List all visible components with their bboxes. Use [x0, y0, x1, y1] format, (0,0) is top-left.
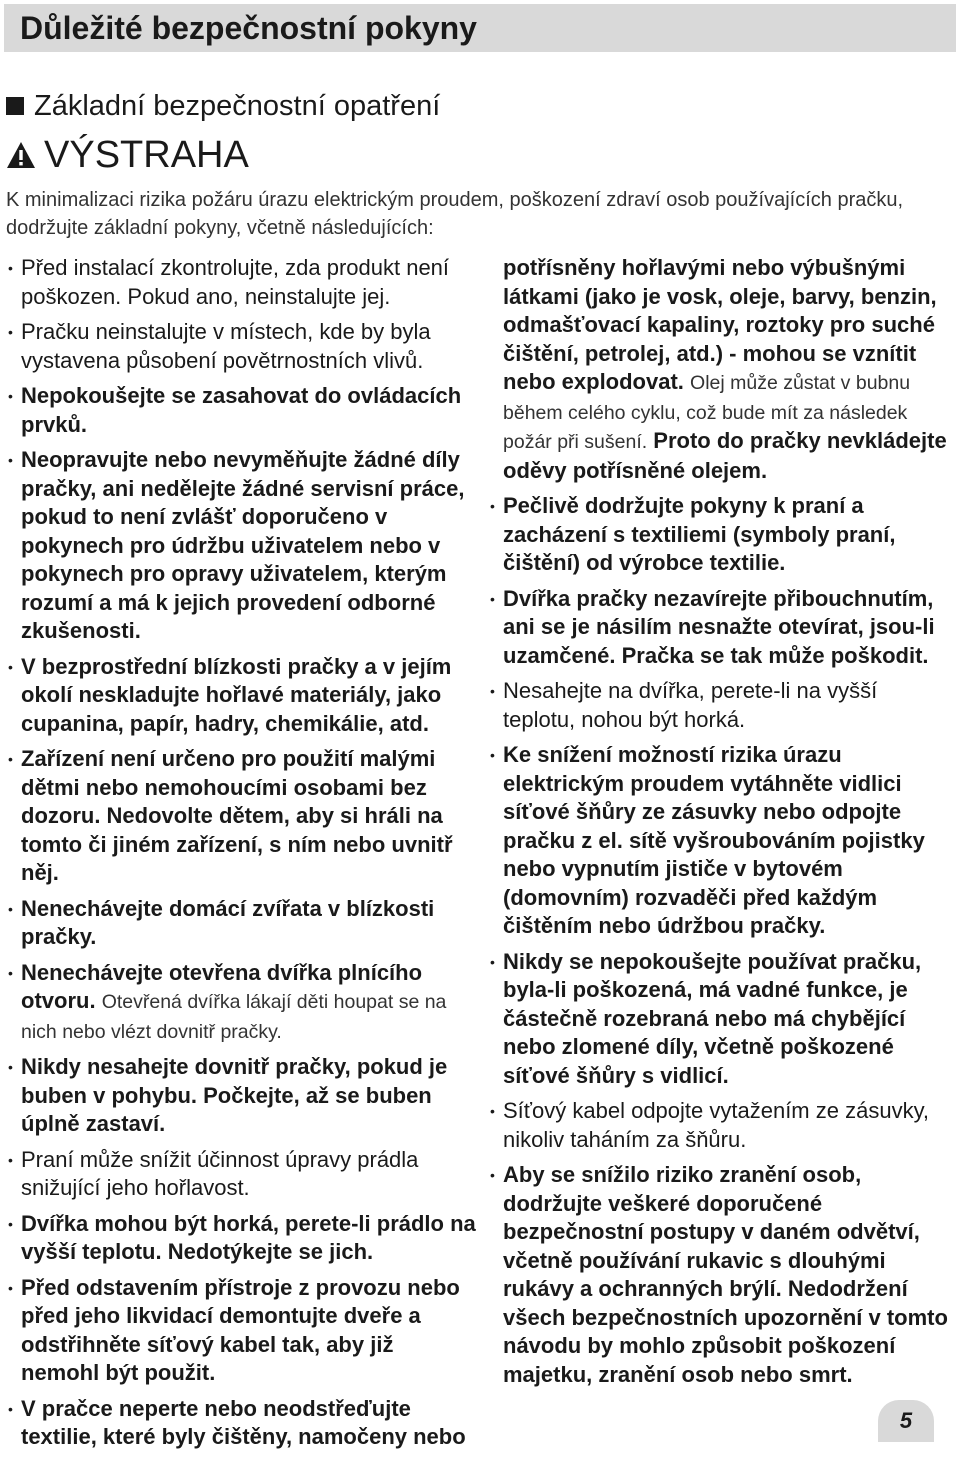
continued-bold-text-2: Proto do pračky nevkládejte oděvy potřísněné olejem.	[503, 428, 947, 483]
bullet-icon: •	[490, 683, 495, 699]
continued-bold-text: potřísněny hořlavými nebo výbušnými látkami (jako je vosk, oleje, barvy, benzin, odmašťovací kapaliny, roztoky pro suché čištění, petrolej, atd.) - mohou se vznítit nebo explodovat.	[503, 255, 937, 394]
list-item	[488, 677, 954, 734]
item-bold-text: Neopravujte nebo nevyměňujte žádné díly pračky, ani nedělejte žádné servisní práce, pokud to není zvlášť doporučeno v pokynech pro údržbu uživatelem nebo v pokynech pro opravy uživatelem, kterým rozumí a má k jejich provedení odborné zkušenosti.	[21, 447, 465, 643]
bullet-icon: •	[490, 1103, 495, 1119]
warning-title: VÝSTRAHA	[44, 133, 249, 176]
item-bold-text: Pečlivě dodržujte pokyny k praní a zacházení s textiliemi (symboly praní, čištění) od výrobce textilie.	[503, 493, 896, 575]
bullet-icon: •	[8, 751, 13, 767]
item-bold-text: Nenechávejte domácí zvířata v blízkosti pračky.	[21, 895, 435, 949]
right-column	[488, 254, 954, 1396]
item-text: Pračku neinstalujte v místech, kde by byla vystavena působení povětrnostních vlivů.	[21, 319, 431, 373]
bullet-icon: •	[8, 1151, 13, 1168]
item-bold-text: Nepokoušejte se zasahovat do ovládacích prvků.	[21, 383, 462, 437]
bullet-icon: •	[8, 658, 13, 675]
warning-header	[6, 130, 249, 180]
list-item	[6, 1053, 476, 1139]
bullet-icon: •	[8, 260, 13, 276]
intro-text: K minimalizaci rizika požáru úrazu elektrickým proudem, poškození zdraví osob používajících pračku, dodržujte základní pokyny, včetně následujících:	[6, 189, 904, 239]
bullet-icon: •	[8, 324, 13, 340]
continued-note-text: Olej může zůstat v bubnu během celého cyklu, což bude mít za následek požár při sušení.	[503, 372, 911, 453]
warning-triangle-icon	[6, 141, 36, 169]
item-bold-text: Nenechávejte otevřena dvířka plnícího otvoru.	[21, 959, 423, 1013]
list-item	[6, 1395, 476, 1452]
bullet-icon: •	[8, 1059, 13, 1075]
item-text: Praní může snížit účinnost úpravy prádla snižující jeho hořlavost.	[21, 1146, 419, 1200]
item-bold-text: Aby se snížilo riziko zranění osob, dodržujte veškeré doporučené bezpečnostní postupy v daném odvětví, včetně používání rukavic s dlouhými rukávy a ochranných brýlí. Nedodržení všech bezpečnostních upozornění v tomto návodu by mohlo způsobit poškození majetku, zranění osob nebo smrt.	[503, 1162, 948, 1387]
bullet-icon: •	[8, 1215, 13, 1232]
list-item	[6, 1274, 476, 1388]
bullet-icon: •	[490, 747, 495, 763]
item-bold-text: Dvířka pračky nezavírejte přibouchnutím, ani se je násilím nesnažte otevírat, jsou-li uzamčené. Pračka se tak může poškodit.	[503, 585, 935, 668]
list-item	[6, 959, 476, 1047]
item-bold-text: Nikdy nesahejte dovnitř pračky, pokud je buben v pohybu. Počkejte, až se buben úplně zastaví.	[21, 1054, 448, 1136]
bullet-icon: •	[8, 1279, 13, 1296]
bullet-icon: •	[8, 1400, 13, 1417]
square-bullet-icon	[6, 97, 24, 115]
item-bold-text: Před odstavením přístroje z provozu nebo před jeho likvidací demontujte dveře a odstřihněte síťový kabel tak, aby již nemohl být použit.	[21, 1274, 460, 1385]
left-column	[6, 254, 476, 1459]
section-title: Základní bezpečnostní opatření	[34, 89, 441, 122]
list-item	[6, 745, 476, 888]
list-item	[488, 948, 954, 1091]
list-item	[6, 895, 476, 952]
item-bold-text: Nikdy se nepokoušejte používat pračku, byla-li poškozená, má vadné funkce, je částečně rozebraná nebo má chybějící nebo zlomené díly, včetně poškozené síťové šňůry s vidlicí.	[503, 948, 922, 1088]
bullet-icon: •	[490, 590, 495, 607]
list-item	[6, 653, 476, 739]
item-text: Síťový kabel odpojte vytažením ze zásuvky, nikoliv taháním za šňůru.	[503, 1098, 930, 1152]
item-bold-text: V pračce neperte nebo neodstřeďujte textilie, které byly čištěny, namočeny nebo	[21, 1395, 466, 1449]
bullet-icon: •	[8, 388, 13, 404]
bullet-icon: •	[8, 964, 13, 981]
bullet-icon: •	[490, 953, 495, 970]
title-bar	[4, 4, 956, 52]
list-item	[6, 318, 476, 375]
list-item	[6, 382, 476, 439]
list-item	[6, 1210, 476, 1267]
item-bold-text: V bezprostřední blízkosti pračky a v jejím okolí neskladujte hořlavé materiály, jako cupanina, papír, hadry, chemikálie, atd.	[21, 653, 452, 736]
page-title: Důležité bezpečnostní pokyny	[20, 10, 477, 46]
bullet-icon: •	[490, 1167, 495, 1183]
list-item	[6, 1146, 476, 1203]
item-bold-text: Ke snížení možností rizika úrazu elektrickým proudem vytáhněte vidlici síťové šňůry ze zásuvky nebo odpojte pračku z el. sítě vyšroubováním pojistky nebo vypnutím jističe v bytovém (domovním) rozvaděči před každým čištěním nebo údržbou pračky.	[503, 742, 925, 938]
bullet-icon: •	[8, 900, 13, 917]
list-item	[488, 1097, 954, 1154]
item-text: Před instalací zkontrolujte, zda produkt není poškozen. Pokud ano, neinstalujte jej.	[21, 255, 450, 309]
item-bold-text: Zařízení není určeno pro použití malými dětmi nebo nemohoucími osobami bez dozoru. Nedovolte dětem, aby si hráli na tomto či jiném zařízení, s ním nebo uvnitř něj.	[21, 746, 453, 885]
bullet-icon: •	[490, 498, 495, 514]
list-item	[488, 741, 954, 941]
item-text: Nesahejte na dvířka, perete-li na vyšší teplotu, nohou být horká.	[503, 678, 878, 732]
list-item	[6, 254, 476, 311]
item-text: Otevřená dvířka lákají děti houpat se na nich nebo vlézt dovnitř pračky.	[21, 991, 447, 1043]
bullet-icon: •	[8, 452, 13, 468]
section-header	[6, 86, 440, 126]
list-item	[488, 585, 954, 671]
list-item	[6, 446, 476, 646]
continued-item	[488, 254, 954, 485]
list-item	[488, 1161, 954, 1389]
list-item	[488, 492, 954, 578]
page-number: 5	[878, 1400, 934, 1442]
item-bold-text: Dvířka mohou být horká, perete-li prádlo na vyšší teplotu. Nedotýkejte se jich.	[21, 1210, 476, 1264]
